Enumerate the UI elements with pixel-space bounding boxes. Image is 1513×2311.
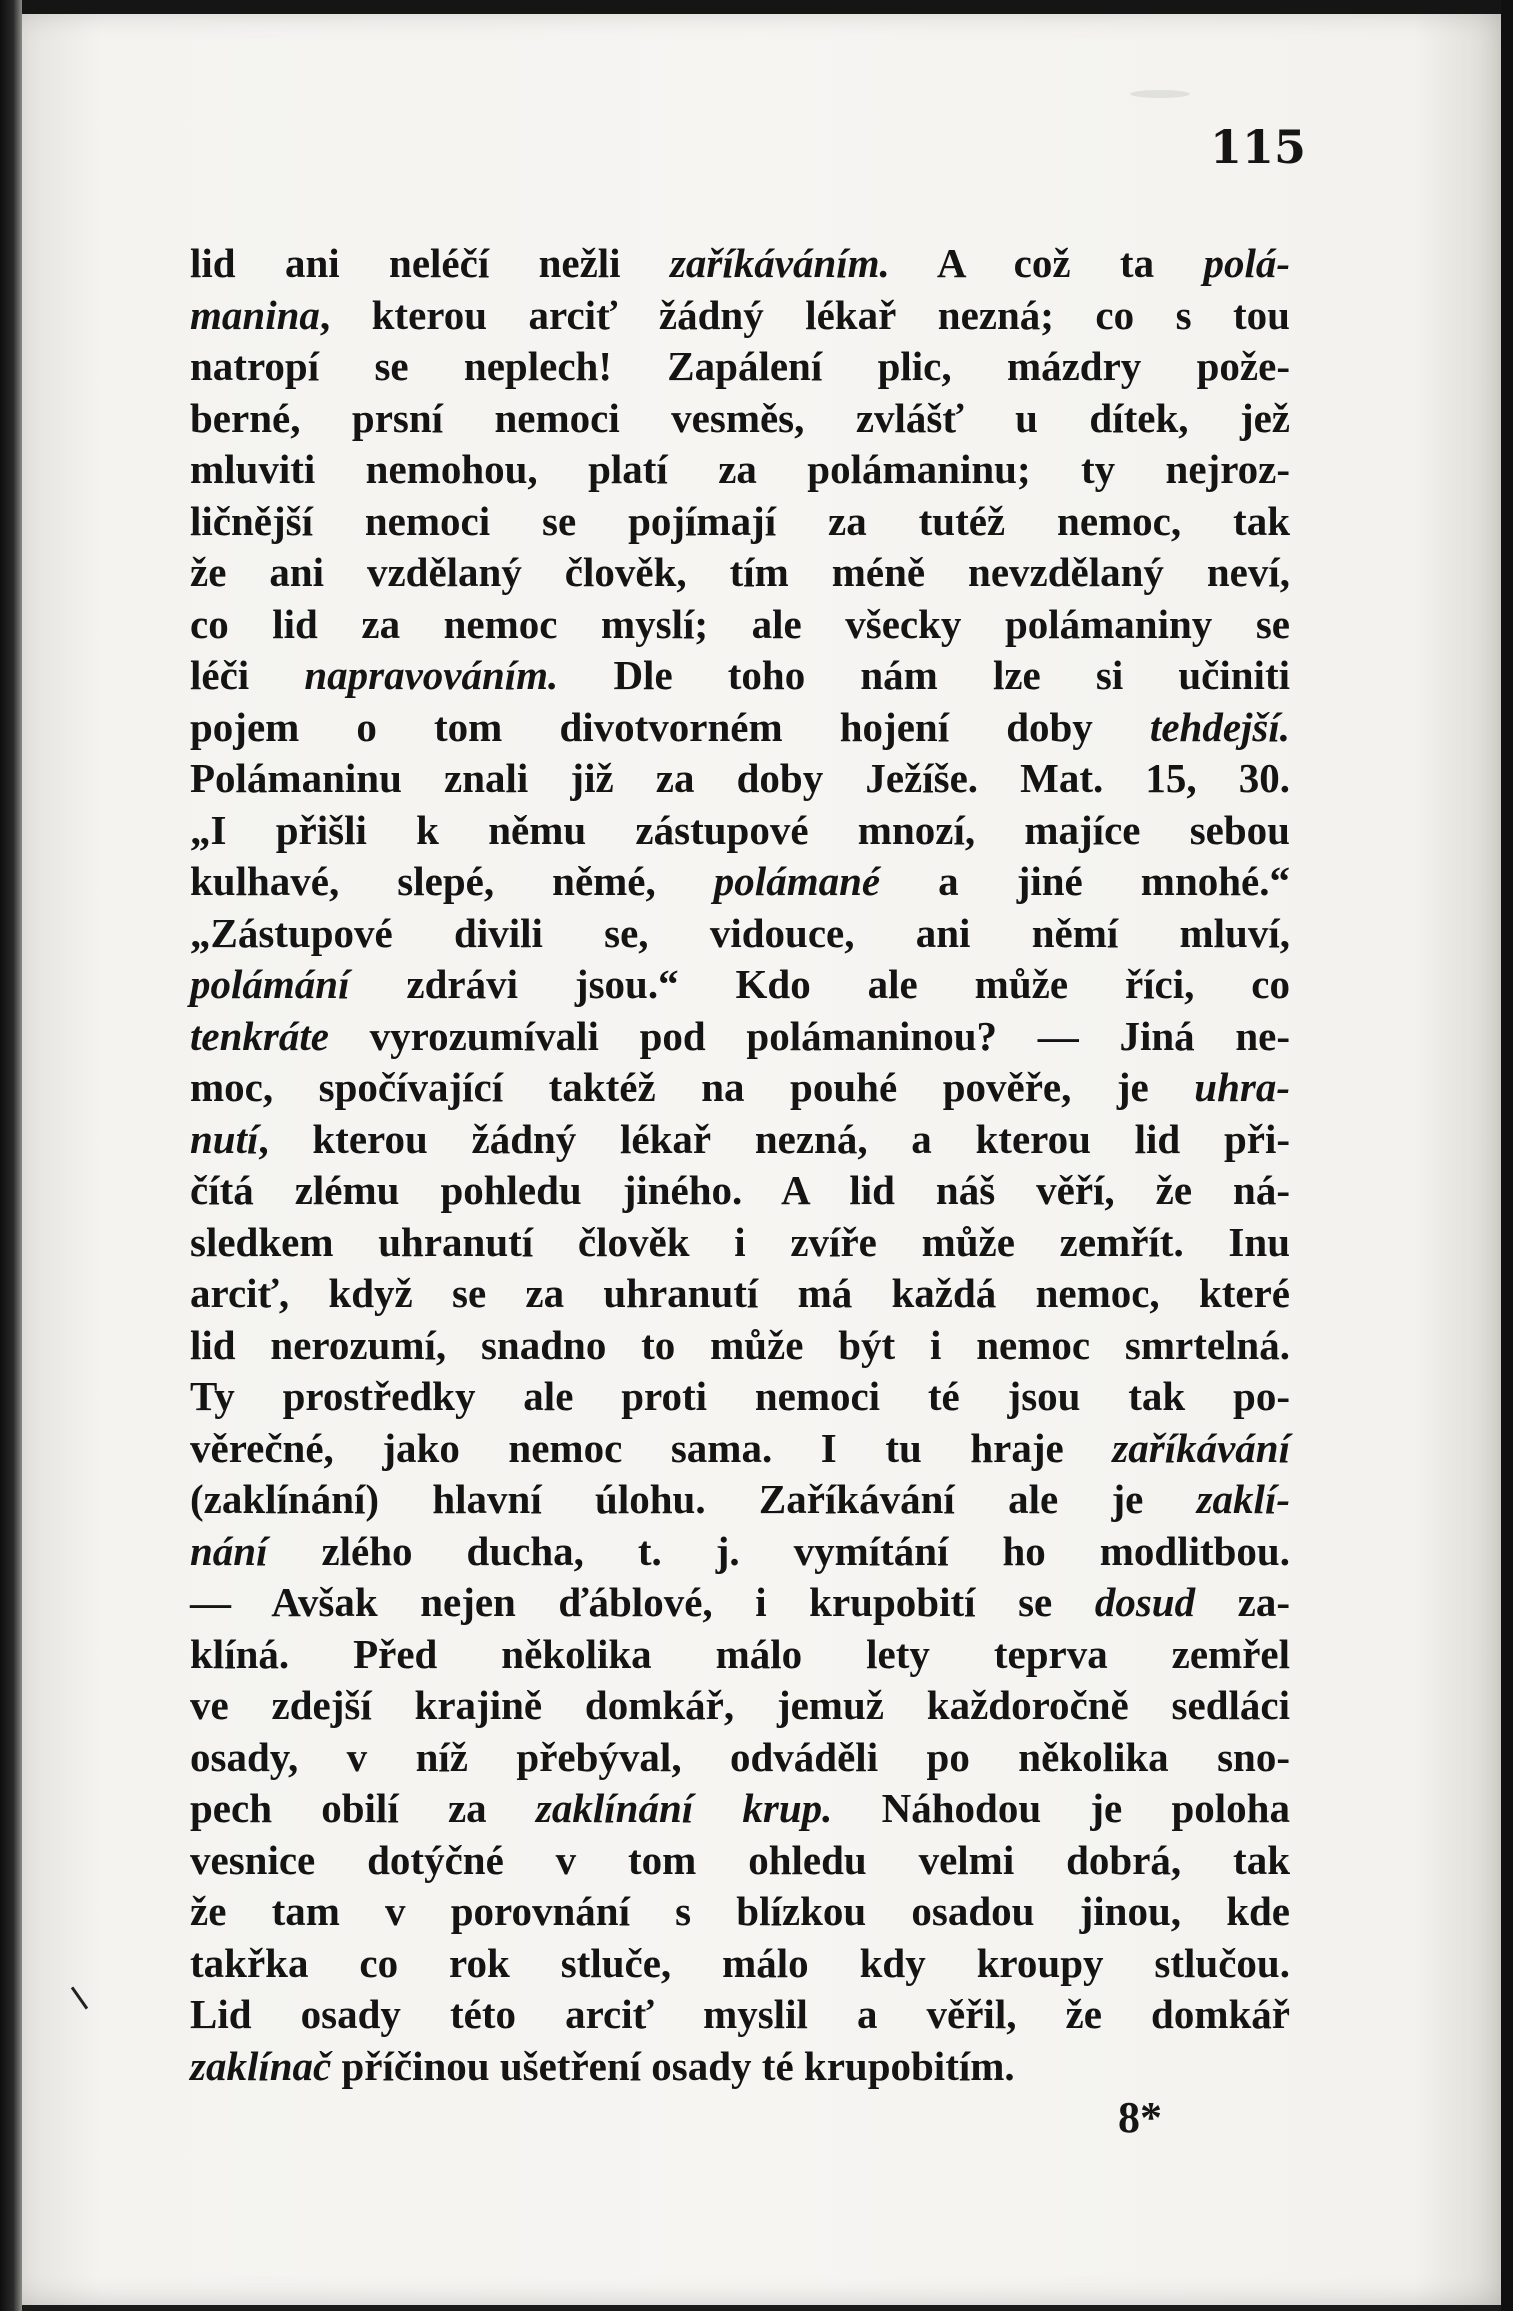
- italic-term: nání: [190, 1527, 268, 1574]
- text-line: [190, 1680, 1290, 1732]
- text-line: [190, 238, 1290, 290]
- body-text: [190, 238, 1290, 2092]
- text-segment: vyrozumívali pod polámaninou? — Jiná ne-: [328, 1012, 1290, 1059]
- text-line: [190, 496, 1290, 548]
- text-line: [190, 1268, 1290, 1320]
- text-line: [190, 702, 1290, 754]
- text-segment: arciť, když se za uhranutí má každá nemoc, které: [190, 1270, 1290, 1316]
- text-segment: mluviti nemohou, platí za polámaninu; ty nejroz-: [190, 446, 1290, 492]
- text-line: [190, 1062, 1290, 1114]
- text-line: [190, 1577, 1290, 1629]
- text-segment: a jiné mnohé.“: [880, 858, 1290, 904]
- text-line: [190, 1114, 1290, 1166]
- text-line: [190, 393, 1290, 445]
- text-line: [190, 1783, 1290, 1835]
- italic-term: polámané: [713, 858, 881, 904]
- text-line: [190, 1526, 1290, 1578]
- text-line: [190, 1989, 1290, 2041]
- text-line: [190, 1732, 1290, 1784]
- text-line: [190, 1423, 1290, 1475]
- text-segment: klíná. Před několika málo lety teprva zemřel: [190, 1630, 1290, 1677]
- scan-top-border: [0, 0, 1513, 14]
- text-segment: Dle toho nám lze si učiniti: [558, 652, 1290, 698]
- book-spine-shadow: [0, 0, 22, 2311]
- printer-signature-mark: 8*: [1118, 2093, 1162, 2142]
- text-line: [190, 1320, 1290, 1372]
- text-line: [190, 1217, 1290, 1269]
- text-segment: pech obilí za: [190, 1785, 536, 1831]
- text-segment: Polámaninu znali již za doby Ježíše. Mat. 15, 30.: [190, 755, 1290, 801]
- text-segment: A což ta: [889, 240, 1204, 286]
- italic-term: dosud: [1094, 1579, 1196, 1625]
- page-number: 115: [1210, 120, 1307, 174]
- text-segment: za-: [1195, 1579, 1290, 1625]
- text-segment: Lid osady této arciť myslil a věřil, že domkář: [190, 1991, 1290, 2037]
- text-line: [190, 547, 1290, 599]
- text-line: [190, 753, 1290, 805]
- paper-smudge: [1130, 90, 1190, 98]
- text-segment: vesnice dotýčné v tom ohledu velmi dobrá, tak: [190, 1836, 1290, 1883]
- italic-term: nutí: [190, 1115, 259, 1162]
- text-segment: léči: [190, 652, 305, 698]
- text-segment: věrečné, jako nemoc sama. I tu hraje: [190, 1424, 1113, 1471]
- text-segment: čítá zlému pohledu jiného. A lid náš věří, že ná-: [190, 1167, 1290, 1213]
- italic-term: uhra-: [1194, 1064, 1290, 1110]
- text-segment: lid nerozumí, snadno to může být i nemoc smrtelná.: [190, 1321, 1290, 1368]
- text-line: [190, 1835, 1290, 1887]
- italic-term: zaklínač: [190, 2042, 332, 2089]
- text-segment: „I přišli k němu zástupové mnozí, majíce sebou: [190, 806, 1290, 853]
- text-line: [190, 650, 1290, 702]
- text-segment: (zaklínání) hlavní úlohu. Zaříkávání ale je: [190, 1476, 1197, 1522]
- text-segment: moc, spočívající taktéž na pouhé pověře, je: [190, 1064, 1195, 1110]
- italic-term: manina: [190, 291, 320, 338]
- text-line: [190, 341, 1290, 393]
- text-segment: Ty prostředky ale proti nemoci té jsou tak po-: [190, 1373, 1290, 1419]
- text-line: [190, 805, 1290, 857]
- italic-term: zaklí-: [1196, 1476, 1290, 1522]
- text-segment: lid ani neléčí nežli: [190, 240, 670, 286]
- text-segment: příčinou ušetření osady té krupobitím.: [331, 2042, 1015, 2089]
- text-segment: , kterou žádný lékař nezná, a kterou lid při-: [258, 1115, 1290, 1162]
- italic-term: napravováním.: [304, 652, 559, 698]
- scan-right-border: [1501, 0, 1513, 2311]
- italic-term: zaklínání krup.: [535, 1785, 833, 1831]
- text-line: [190, 1938, 1290, 1990]
- text-line: [190, 1629, 1290, 1681]
- text-segment: — Avšak nejen ďáblové, i krupobití se: [190, 1579, 1095, 1625]
- italic-term: zaříkávání: [1112, 1424, 1290, 1471]
- text-line: [190, 1011, 1290, 1063]
- text-line: [190, 856, 1290, 908]
- text-line: [190, 290, 1290, 342]
- text-segment: sledkem uhranutí člověk i zvíře může zemřít. Inu: [190, 1218, 1290, 1265]
- text-line: [190, 599, 1290, 651]
- text-line: [190, 1886, 1290, 1938]
- text-segment: pojem o tom divotvorném hojení doby: [190, 703, 1150, 750]
- italic-term: tehdejší.: [1149, 703, 1290, 750]
- text-line: [190, 2041, 1290, 2093]
- text-line: [190, 908, 1290, 960]
- text-segment: zdrávi jsou.“ Kdo ale může říci, co: [349, 961, 1290, 1007]
- text-line: [190, 444, 1290, 496]
- text-segment: kulhavé, slepé, němé,: [190, 858, 714, 904]
- text-segment: „Zástupové divili se, vidouce, ani němí mluví,: [190, 909, 1290, 956]
- text-segment: že tam v porovnání s blízkou osadou jinou, kde: [190, 1888, 1290, 1934]
- italic-term: zaříkáváním.: [669, 240, 890, 286]
- text-line: [190, 1371, 1290, 1423]
- text-segment: zlého ducha, t. j. vymítání ho modlitbou.: [267, 1527, 1290, 1574]
- text-segment: ve zdejší krajině domkář, jemuž každoročně sedláci: [190, 1682, 1290, 1728]
- italic-term: polámání: [190, 961, 350, 1007]
- text-line: [190, 1474, 1290, 1526]
- text-segment: ličnější nemoci se pojímají za tutéž nemoc, tak: [190, 497, 1290, 544]
- text-segment: , kterou arciť žádný lékař nezná; co s tou: [319, 291, 1290, 338]
- text-segment: Náhodou je poloha: [832, 1785, 1290, 1831]
- text-line: [190, 1165, 1290, 1217]
- text-segment: natropí se neplech! Zapálení plic, mázdry pože-: [190, 343, 1290, 389]
- text-segment: takřka co rok stluče, málo kdy kroupy stlučou.: [190, 1939, 1290, 1986]
- text-segment: co lid za nemoc myslí; ale všecky polámaniny se: [190, 600, 1290, 647]
- italic-term: tenkráte: [190, 1012, 329, 1059]
- italic-term: polá-: [1203, 240, 1290, 286]
- text-segment: osady, v níž přebýval, odváděli po několika sno-: [190, 1733, 1290, 1780]
- text-segment: že ani vzdělaný člověk, tím méně nevzdělaný neví,: [190, 549, 1290, 595]
- text-line: [190, 959, 1290, 1011]
- text-segment: berné, prsní nemoci vesměs, zvlášť u dítek, jež: [190, 394, 1290, 441]
